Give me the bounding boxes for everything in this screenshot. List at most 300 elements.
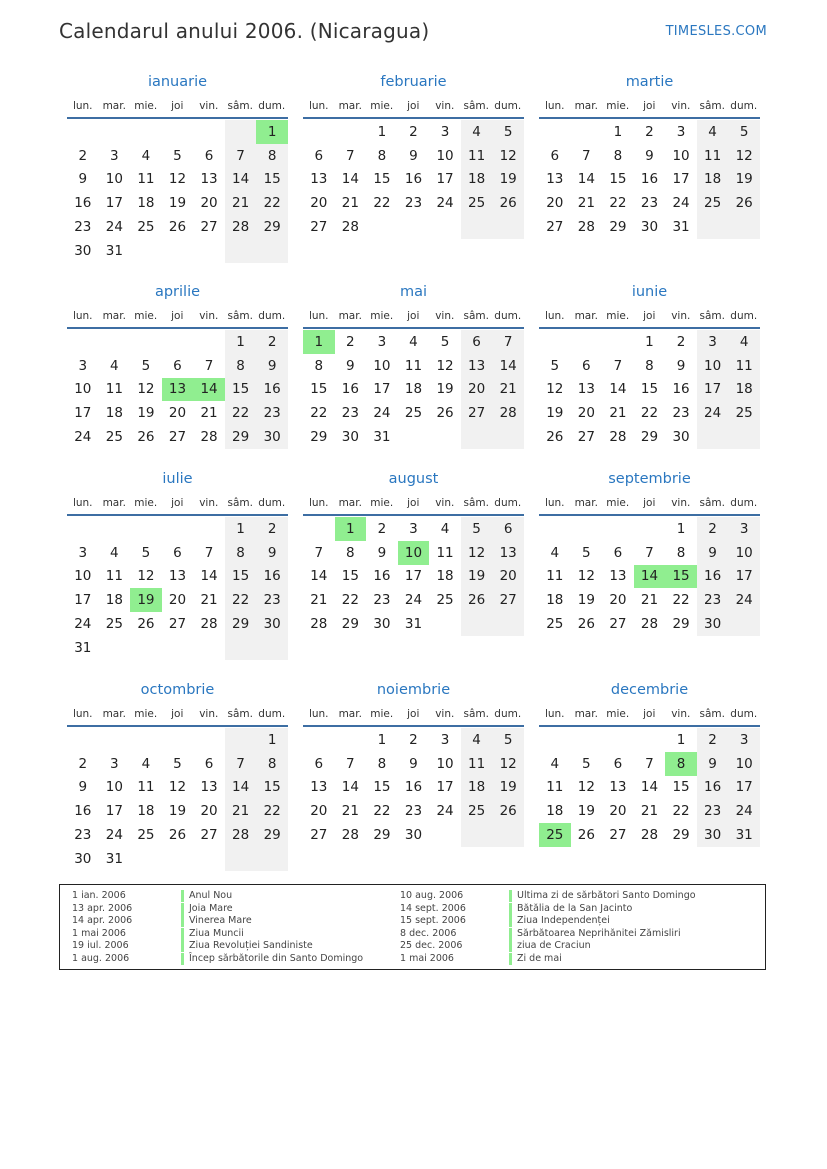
weekday-header <box>539 94 760 119</box>
day-cell: 21 <box>640 592 659 609</box>
empty-cell <box>492 215 524 239</box>
weekday-header <box>303 491 524 516</box>
empty-cell <box>256 636 288 660</box>
day-cell: 14 <box>609 381 627 398</box>
day-grid <box>539 330 760 449</box>
month-noiembrie <box>303 678 524 847</box>
weekday-label: lun. <box>308 707 329 720</box>
day-cell: 8 <box>225 541 257 565</box>
weekday-label: vin. <box>199 99 219 112</box>
day-grid <box>303 330 524 449</box>
weekday-label: lun. <box>72 309 93 322</box>
day-cell: 16 <box>74 195 92 212</box>
empty-cell <box>728 215 760 239</box>
legend-holiday-name: Bătălia de la San Jacinto <box>517 902 633 914</box>
empty-cell <box>492 612 524 636</box>
day-cell: 14 <box>640 779 659 796</box>
legend-marker <box>181 953 184 965</box>
legend-holiday-name: Încep sărbătorile din Santo Domingo <box>189 952 364 964</box>
day-cell: 11 <box>461 144 493 168</box>
day-cell: 2 <box>697 728 729 752</box>
weekday-label: mar. <box>574 99 598 112</box>
empty-cell <box>539 330 571 354</box>
day-cell: 3 <box>697 330 729 354</box>
day-cell: 16 <box>404 171 423 188</box>
weekday-label: mar. <box>102 707 126 720</box>
month-name: februarie <box>380 74 447 90</box>
day-cell: 22 <box>225 588 257 612</box>
day-cell: 24 <box>728 799 760 823</box>
legend-holiday-name: Joia Mare <box>189 902 233 914</box>
empty-cell <box>571 517 603 541</box>
day-cell: 24 <box>74 429 92 446</box>
day-cell: 22 <box>640 405 659 422</box>
day-cell: 1 <box>225 330 257 354</box>
empty-cell <box>256 239 288 263</box>
weekday-label: dum. <box>730 309 758 322</box>
legend-row <box>72 903 363 916</box>
legend-date: 14 apr. 2006 <box>72 915 133 926</box>
day-cell: 29 <box>373 827 391 844</box>
day-cell: 11 <box>137 779 155 796</box>
holiday-day: 14 <box>634 565 666 589</box>
month-octombrie <box>67 678 288 871</box>
day-cell: 21 <box>492 378 524 402</box>
weekday-label: dum. <box>494 496 522 509</box>
legend-date: 10 aug. 2006 <box>400 890 464 901</box>
day-cell: 13 <box>200 171 218 188</box>
day-cell: 20 <box>200 195 218 212</box>
day-cell: 29 <box>609 219 627 236</box>
day-cell: 16 <box>697 565 729 589</box>
day-cell: 28 <box>492 401 524 425</box>
day-cell: 24 <box>436 803 454 820</box>
day-cell: 7 <box>314 544 324 561</box>
day-cell: 6 <box>550 147 560 164</box>
day-cell: 7 <box>492 330 524 354</box>
day-grid <box>539 120 760 239</box>
empty-cell <box>99 120 131 144</box>
legend-marker <box>181 890 184 902</box>
legend-holiday-name: Vinerea Mare <box>189 915 252 926</box>
day-cell: 20 <box>310 195 328 212</box>
day-cell: 23 <box>697 799 729 823</box>
holiday-day: 10 <box>398 541 430 565</box>
weekday-label: mie. <box>370 707 394 720</box>
day-grid <box>539 728 760 847</box>
empty-cell <box>697 425 729 449</box>
month-februarie <box>303 70 524 239</box>
month-martie <box>539 70 760 239</box>
legend-date: 14 sept. 2006 <box>400 902 466 914</box>
weekday-label: lun. <box>308 99 329 112</box>
holiday-legend <box>59 884 766 970</box>
day-cell: 26 <box>577 827 595 844</box>
day-cell: 22 <box>373 195 391 212</box>
weekday-label: dum. <box>258 707 286 720</box>
day-cell: 6 <box>204 147 214 164</box>
day-cell: 10 <box>373 357 391 374</box>
day-cell: 23 <box>672 405 690 422</box>
empty-cell <box>67 728 99 752</box>
day-cell: 3 <box>728 517 760 541</box>
day-cell: 9 <box>697 752 729 776</box>
day-cell: 26 <box>577 616 595 633</box>
day-cell: 12 <box>492 752 524 776</box>
month-name: noiembrie <box>376 682 451 698</box>
day-cell: 16 <box>672 381 690 398</box>
weekday-label: sâm. <box>227 707 253 720</box>
day-cell: 8 <box>613 147 623 164</box>
weekday-label: joi <box>171 99 184 112</box>
weekday-label: joi <box>643 309 656 322</box>
day-cell: 22 <box>310 405 328 422</box>
day-cell: 6 <box>314 147 324 164</box>
empty-cell <box>303 728 335 752</box>
legend-marker <box>509 915 512 927</box>
day-cell: 27 <box>310 219 328 236</box>
weekday-label: sâm. <box>463 496 489 509</box>
day-cell: 4 <box>110 357 119 374</box>
day-cell: 2 <box>645 123 654 140</box>
legend-holiday-name: ziua de Craciun <box>517 940 591 951</box>
day-cell: 13 <box>461 354 493 378</box>
day-cell: 17 <box>672 171 690 188</box>
day-cell: 22 <box>256 191 288 215</box>
day-cell: 12 <box>577 568 595 585</box>
weekday-label: joi <box>171 496 184 509</box>
day-cell: 29 <box>672 827 690 844</box>
day-cell: 20 <box>609 803 627 820</box>
day-grid <box>67 728 288 871</box>
day-cell: 30 <box>341 429 359 446</box>
day-cell: 26 <box>137 616 155 633</box>
day-cell: 9 <box>256 541 288 565</box>
weekday-label: lun. <box>544 309 565 322</box>
day-cell: 10 <box>436 147 454 164</box>
legend-row <box>72 940 363 953</box>
month-aprilie <box>67 280 288 449</box>
empty-cell <box>303 517 335 541</box>
weekday-label: joi <box>407 707 420 720</box>
day-cell: 29 <box>341 616 359 633</box>
day-cell: 9 <box>676 357 686 374</box>
holiday-day: 8 <box>665 752 697 776</box>
day-cell: 3 <box>78 544 88 561</box>
day-cell: 27 <box>546 219 564 236</box>
empty-cell <box>130 636 162 660</box>
day-cell: 2 <box>409 123 418 140</box>
day-cell: 23 <box>640 195 659 212</box>
empty-cell <box>130 517 162 541</box>
day-cell: 26 <box>492 191 524 215</box>
weekday-label: mar. <box>102 309 126 322</box>
empty-cell <box>67 517 99 541</box>
day-cell: 9 <box>645 147 654 164</box>
empty-cell <box>99 330 131 354</box>
empty-cell <box>697 215 729 239</box>
weekday-header <box>67 94 288 119</box>
empty-cell <box>130 330 162 354</box>
day-cell: 15 <box>609 171 627 188</box>
legend-marker <box>509 890 512 902</box>
empty-cell <box>225 728 257 752</box>
day-cell: 5 <box>141 357 151 374</box>
legend-date: 1 mai 2006 <box>400 952 454 964</box>
day-cell: 1 <box>377 123 387 140</box>
day-cell: 3 <box>110 147 119 164</box>
weekday-label: mar. <box>338 707 362 720</box>
empty-cell <box>335 728 367 752</box>
day-cell: 17 <box>105 195 123 212</box>
day-cell: 6 <box>461 330 493 354</box>
empty-cell <box>225 120 257 144</box>
empty-cell <box>193 239 225 263</box>
day-cell: 18 <box>728 378 760 402</box>
day-cell: 3 <box>728 728 760 752</box>
day-cell: 21 <box>310 592 328 609</box>
day-cell: 4 <box>728 330 760 354</box>
legend-holiday-name: Anul Nou <box>189 890 233 901</box>
day-cell: 6 <box>613 755 623 772</box>
day-cell: 13 <box>492 541 524 565</box>
day-cell: 24 <box>728 588 760 612</box>
weekday-label: lun. <box>72 496 93 509</box>
weekday-label: mar. <box>574 496 598 509</box>
empty-cell <box>602 728 634 752</box>
day-cell: 22 <box>225 401 257 425</box>
day-cell: 15 <box>672 779 690 796</box>
empty-cell <box>162 120 194 144</box>
day-cell: 20 <box>168 592 187 609</box>
day-cell: 20 <box>461 378 493 402</box>
legend-holiday-name: Ziua Independenței <box>517 915 610 926</box>
weekday-header <box>303 702 524 727</box>
day-cell: 2 <box>676 333 686 350</box>
empty-cell <box>366 215 398 239</box>
weekday-label: mar. <box>574 309 598 322</box>
weekday-label: joi <box>407 309 420 322</box>
day-cell: 29 <box>225 612 257 636</box>
day-cell: 24 <box>105 219 123 236</box>
day-cell: 11 <box>137 171 155 188</box>
day-cell: 11 <box>461 752 493 776</box>
day-cell: 3 <box>676 123 686 140</box>
empty-cell <box>303 120 335 144</box>
day-cell: 4 <box>409 333 418 350</box>
day-cell: 28 <box>310 616 328 633</box>
day-cell: 15 <box>256 776 288 800</box>
day-cell: 6 <box>204 755 214 772</box>
empty-cell <box>492 823 524 847</box>
day-cell: 15 <box>310 381 328 398</box>
day-cell: 22 <box>672 803 690 820</box>
day-cell: 20 <box>310 803 328 820</box>
day-cell: 21 <box>341 195 359 212</box>
day-cell: 25 <box>461 799 493 823</box>
day-cell: 3 <box>78 357 88 374</box>
day-cell: 1 <box>256 728 288 752</box>
day-cell: 18 <box>697 168 729 192</box>
empty-cell <box>193 517 225 541</box>
month-name: mai <box>399 284 428 300</box>
empty-cell <box>602 330 634 354</box>
weekday-label: sâm. <box>463 707 489 720</box>
day-cell: 19 <box>168 195 187 212</box>
empty-cell <box>256 847 288 871</box>
day-cell: 20 <box>168 405 187 422</box>
day-cell: 9 <box>346 357 355 374</box>
day-cell: 26 <box>728 191 760 215</box>
month-name: iunie <box>631 284 668 300</box>
day-cell: 3 <box>409 520 418 537</box>
holiday-day: 14 <box>193 378 225 402</box>
day-cell: 25 <box>546 616 564 633</box>
day-cell: 18 <box>105 405 123 422</box>
day-cell: 15 <box>225 565 257 589</box>
empty-cell <box>67 330 99 354</box>
month-decembrie <box>539 678 760 847</box>
day-cell: 19 <box>577 803 595 820</box>
legend-row <box>400 940 696 953</box>
holiday-day: 1 <box>303 330 335 354</box>
day-cell: 19 <box>436 381 454 398</box>
empty-cell <box>99 517 131 541</box>
holiday-day: 13 <box>162 378 194 402</box>
day-cell: 9 <box>78 779 88 796</box>
legend-column-right <box>400 890 696 965</box>
day-cell: 6 <box>173 544 182 561</box>
month-name: decembrie <box>610 682 689 698</box>
empty-cell <box>728 612 760 636</box>
day-cell: 19 <box>492 168 524 192</box>
legend-row <box>400 953 696 966</box>
day-cell: 1 <box>676 731 686 748</box>
day-cell: 10 <box>697 354 729 378</box>
day-cell: 22 <box>341 592 359 609</box>
day-cell: 15 <box>640 381 659 398</box>
day-cell: 16 <box>256 378 288 402</box>
month-name: ianuarie <box>147 74 208 90</box>
day-cell: 23 <box>74 219 92 236</box>
day-cell: 8 <box>377 147 387 164</box>
day-cell: 21 <box>577 195 595 212</box>
day-cell: 8 <box>225 354 257 378</box>
day-cell: 10 <box>74 381 92 398</box>
weekday-label: vin. <box>671 309 691 322</box>
day-cell: 25 <box>436 592 454 609</box>
empty-cell <box>398 425 430 449</box>
day-cell: 16 <box>404 779 423 796</box>
day-cell: 28 <box>341 827 359 844</box>
day-cell: 5 <box>582 544 591 561</box>
legend-date: 1 aug. 2006 <box>72 952 130 964</box>
month-name: octombrie <box>140 682 215 698</box>
day-cell: 25 <box>461 191 493 215</box>
weekday-label: vin. <box>435 309 455 322</box>
brand-link[interactable]: TIMESLES.COM <box>665 24 767 39</box>
legend-holiday-name: Sărbătoarea Neprihănitei Zămisliri <box>517 927 681 939</box>
day-cell: 31 <box>105 850 123 867</box>
weekday-label: vin. <box>435 99 455 112</box>
day-cell: 26 <box>461 588 493 612</box>
day-cell: 15 <box>225 378 257 402</box>
weekday-label: lun. <box>544 99 565 112</box>
empty-cell <box>539 517 571 541</box>
day-cell: 20 <box>577 405 595 422</box>
weekday-label: sâm. <box>227 99 253 112</box>
day-cell: 7 <box>645 755 654 772</box>
day-cell: 2 <box>78 147 88 164</box>
legend-marker <box>509 953 512 965</box>
weekday-label: vin. <box>671 99 691 112</box>
day-cell: 17 <box>436 779 454 796</box>
day-cell: 27 <box>609 616 627 633</box>
weekday-header <box>67 702 288 727</box>
day-cell: 26 <box>168 219 187 236</box>
month-iulie <box>67 467 288 660</box>
day-cell: 28 <box>640 616 659 633</box>
day-cell: 3 <box>440 123 450 140</box>
day-cell: 20 <box>492 565 524 589</box>
day-cell: 31 <box>74 639 92 656</box>
weekday-label: mie. <box>134 309 158 322</box>
day-cell: 14 <box>577 171 595 188</box>
empty-cell <box>162 330 194 354</box>
weekday-label: mie. <box>134 99 158 112</box>
holiday-day: 1 <box>335 517 367 541</box>
day-cell: 13 <box>310 779 328 796</box>
empty-cell <box>162 239 194 263</box>
empty-cell <box>461 823 493 847</box>
day-cell: 17 <box>373 381 391 398</box>
day-grid <box>303 120 524 239</box>
day-cell: 12 <box>728 144 760 168</box>
day-cell: 11 <box>105 381 123 398</box>
day-grid <box>539 517 760 636</box>
legend-marker <box>181 903 184 915</box>
day-cell: 16 <box>256 565 288 589</box>
day-cell: 11 <box>105 568 123 585</box>
day-cell: 7 <box>613 357 623 374</box>
legend-holiday-name: Ziua Revoluției Sandiniste <box>189 940 313 951</box>
day-cell: 1 <box>645 333 654 350</box>
day-cell: 5 <box>492 120 524 144</box>
day-cell: 25 <box>404 405 423 422</box>
empty-cell <box>130 728 162 752</box>
empty-cell <box>130 847 162 871</box>
day-cell: 12 <box>168 171 187 188</box>
empty-cell <box>193 847 225 871</box>
weekday-label: joi <box>171 707 184 720</box>
empty-cell <box>571 728 603 752</box>
day-cell: 18 <box>105 592 123 609</box>
weekday-label: mie. <box>370 309 394 322</box>
day-cell: 28 <box>640 827 659 844</box>
holiday-day: 25 <box>539 823 571 847</box>
weekday-label: dum. <box>494 99 522 112</box>
day-cell: 12 <box>492 144 524 168</box>
day-cell: 13 <box>168 568 187 585</box>
legend-row <box>72 890 363 903</box>
weekday-label: mar. <box>338 309 362 322</box>
day-cell: 27 <box>200 219 218 236</box>
day-cell: 18 <box>436 568 454 585</box>
empty-cell <box>461 425 493 449</box>
empty-cell <box>162 636 194 660</box>
day-cell: 27 <box>310 827 328 844</box>
weekday-label: lun. <box>72 707 93 720</box>
